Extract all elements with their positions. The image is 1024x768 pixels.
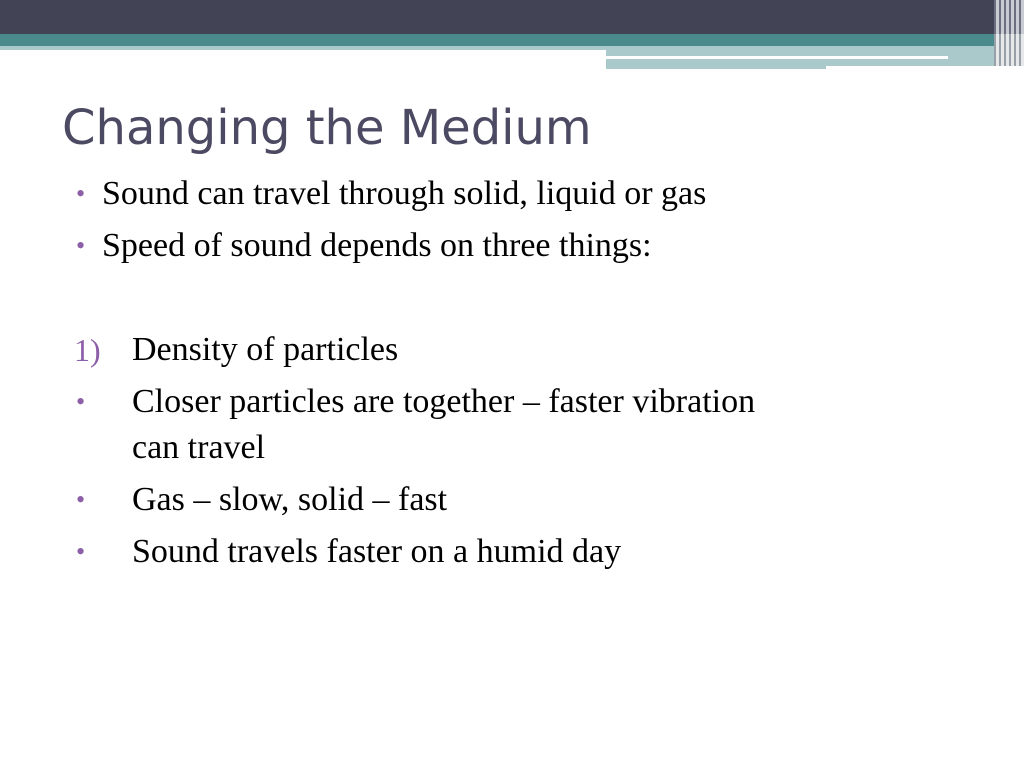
bullet-text: Sound can travel through solid, liquid or gas [102,175,707,212]
sub-bullet-marker: • [76,387,86,416]
slide-title: Changing the Medium [62,100,592,156]
sub-bullet-marker: • [76,537,86,566]
sub-bullet-marker: • [76,485,86,514]
header-bar-dark [0,0,1024,34]
numbered-text: Density of particles [132,331,399,368]
bullet-marker: • [76,231,86,260]
sub-bullet-text-continued: can travel [132,429,266,466]
sub-bullet-text: Sound travels faster on a humid day [132,533,622,570]
sub-bullet-text: Closer particles are together – faster vibration [132,383,756,420]
bullet-marker: • [76,179,86,208]
header-bar-teal [0,34,1024,46]
sub-bullet-text: Gas – slow, solid – fast [132,481,448,518]
header-accent-line [606,56,948,59]
numbered-marker: 1) [74,332,101,368]
bullet-text: Speed of sound depends on three things: [102,227,652,264]
header-accent-lower-line [606,66,826,69]
header-right-stripes-top [994,0,1024,34]
